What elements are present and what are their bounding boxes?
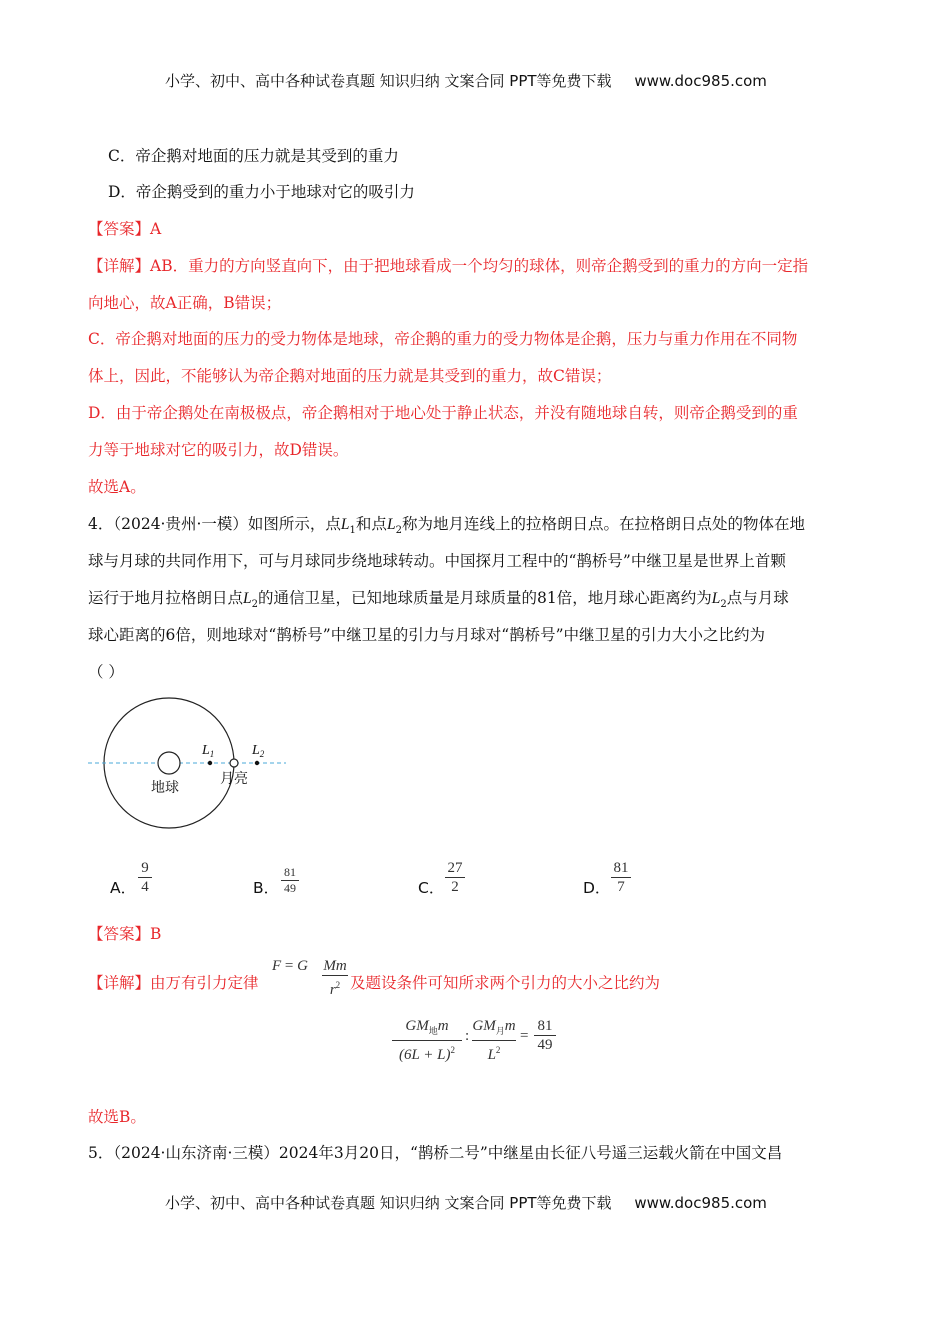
moon-circle [230,759,238,767]
l2-point [255,761,259,765]
q4-detail-a: 【详解】由万有引力定律 [88,974,259,992]
page-header [165,70,767,91]
q4-detail-b: 及题设条件可知所求两个引力的大小之比约为 [350,974,661,992]
l1-label: $L_1$ [202,743,215,759]
ratio-lhs-fraction: $GM_地m$ $(6L + L)^2$ [392,1018,462,1063]
gravitation-formula: F = G [272,958,308,974]
l1-point [208,761,212,765]
q4-option-b-fraction: 81 49 [281,866,299,895]
ratio-colon: : [465,1028,470,1044]
q3-detail-line: C．帝企鹅对地面的压力的受力物体是地球，帝企鹅的重力的受力物体是企鹅，压力与重力作用在不同物 [88,330,798,348]
q4-option-d-fraction: 81 7 [611,860,631,895]
footer-text: 小学、初中、高中各种试卷真题 知识归纳 文案合同 PPT等免费下载 [165,1194,612,1212]
q4-blank: （ ） [88,663,124,681]
earth-circle [158,752,180,774]
q4-stem-line: 运行于地月拉格朗日点$L_2$的通信卫星，已知地球质量是月球质量的81倍，地月球心距离约为$L_2$点与月球 [88,589,789,611]
q3-detail-line: 【详解】AB．重力的方向竖直向下，由于把地球看成一个均匀的球体，则帝企鹅受到的重力的方向一定指 [88,257,809,275]
q4-stem-line: 4．（2024·贵州·一模）如图所示，点$L_1$和点$L_2$称为地月连线上的拉格朗日点。在拉格朗日点处的物体在地 [88,515,805,537]
q4-option-b-label: B． [253,879,280,897]
ratio-result-fraction: 81 49 [534,1018,556,1053]
q4-option-a-fraction: 9 4 [138,860,152,895]
earth-moon-diagram [86,695,291,835]
header-text: 小学、初中、高中各种试卷真题 知识归纳 文案合同 PPT等免费下载 [165,72,612,90]
q4-option-d-label: D． [583,879,611,897]
q4-stem-line: 球与月球的共同作用下，可与月球同步绕地球转动。中国探月工程中的“鹊桥号”中继卫星是世界上首颗 [88,552,786,570]
q3-detail-line: 体上，因此，不能够认为帝企鹅对地面的压力就是其受到的重力，故C错误； [88,367,612,385]
l2-label: $L_2$ [252,743,265,759]
q4-option-c-fraction: 27 2 [445,860,465,895]
header-url: www.doc985.com [634,72,767,90]
page-footer [165,1192,767,1213]
q3-detail-line: 力等于地球对它的吸引力，故D错误。 [88,441,349,459]
q4-answer: 【答案】B [88,925,162,943]
q4-option-c-label: C． [418,879,445,897]
q4-stem-line: 球心距离的6倍，则地球对“鹊桥号”中继卫星的引力与月球对“鹊桥号”中继卫星的引力大小之比约为 [88,626,766,644]
footer-url: www.doc985.com [634,1194,767,1212]
earth-label: 地球 [151,780,179,796]
q3-detail-line: 向地心，故A正确，B错误； [88,294,282,312]
q3-option-c: C．帝企鹅对地面的压力就是其受到的重力 [108,147,399,165]
moon-label: 月亮 [220,771,248,787]
q4-conclusion: 故选B。 [88,1108,146,1126]
ratio-rhs-fraction: $GM_月m$ $L^2$ [472,1018,516,1063]
gravitation-fraction: Mm $r^2$ [323,958,347,998]
q3-conclusion: 故选A。 [88,478,146,496]
q5-stem-line: 5．（2024·山东济南·三模）2024年3月20日，“鹊桥二号”中继星由长征八号遥三运载火箭在中国文昌 [88,1144,783,1162]
q3-detail-line: D．由于帝企鹅处在南极极点，帝企鹅相对于地心处于静止状态，并没有随地球自转，则帝企鹅受到的重 [88,404,798,422]
ratio-equals: = [520,1028,529,1044]
q3-answer: 【答案】A [88,220,162,238]
q3-option-d: D．帝企鹅受到的重力小于地球对它的吸引力 [108,183,415,201]
q4-option-a-label: A． [110,879,137,897]
